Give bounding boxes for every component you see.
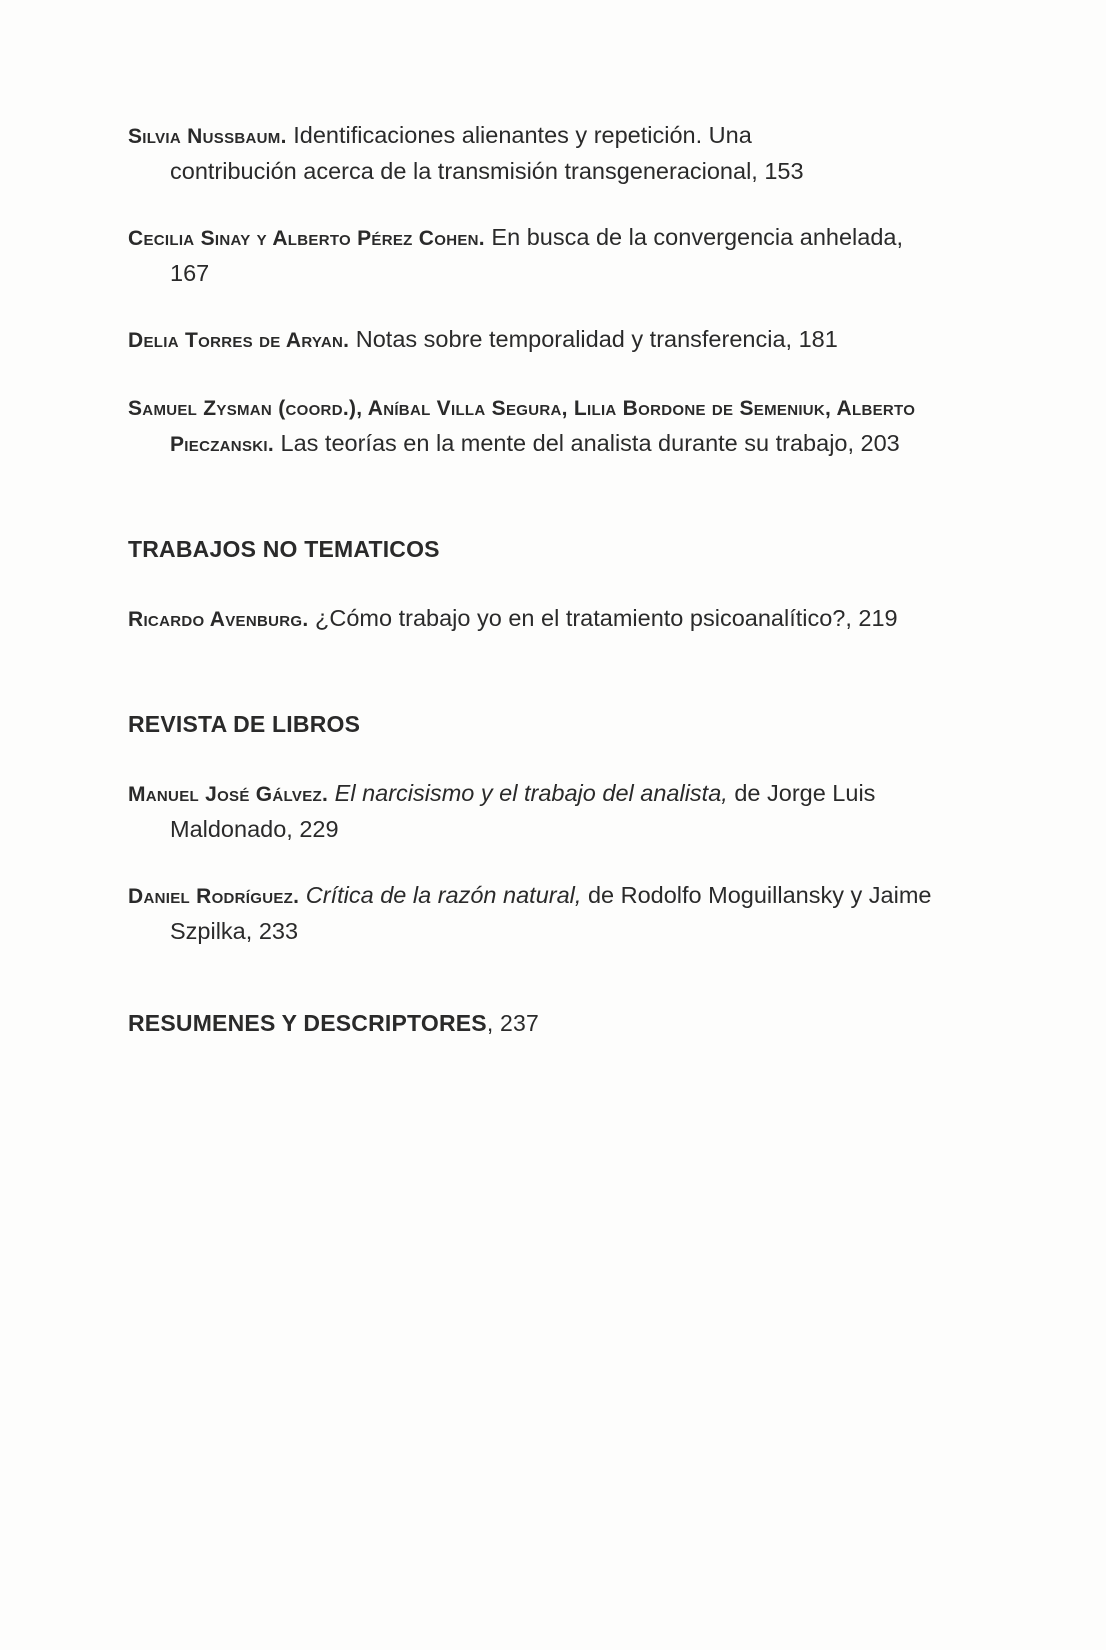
section-title: RESUMENES Y DESCRIPTORES xyxy=(128,1010,487,1036)
entry-title-continuation: Una contribución acerca de la transmisión transgeneracional, 153 xyxy=(170,122,804,184)
section-heading-trabajos-no-tematicos: TRABAJOS NO TEMATICOS xyxy=(128,536,440,562)
entry-title: Notas sobre temporalidad y transferencia, 181 xyxy=(349,326,838,352)
entry-book-title: Crítica de la razón natural, xyxy=(299,882,582,908)
entry-author: Delia Torres de Aryan. xyxy=(128,329,350,352)
spacer xyxy=(128,980,988,1010)
entry-title: En busca de la convergencia anhelada, 167 xyxy=(170,224,903,286)
section-heading-revista-de-libros: REVISTA DE LIBROS xyxy=(128,711,361,737)
entry-author: Manuel José Gálvez. xyxy=(128,783,329,806)
entry-title: Las teorías en la mente del analista durante su trabajo, 203 xyxy=(273,430,900,456)
table-of-contents xyxy=(128,118,988,1075)
toc-entry-sinay-perez-cohen xyxy=(128,220,930,290)
toc-entry-galvez xyxy=(128,776,890,846)
toc-entry-torres-de-aryan xyxy=(128,322,990,358)
spacer xyxy=(128,669,988,711)
toc-entry-rodriguez xyxy=(128,878,970,948)
entry-book-author: de Jorge Luis Maldonado, 229 xyxy=(170,780,876,842)
entry-author: Daniel Rodríguez. xyxy=(128,885,300,908)
entry-book-author: de Rodolfo Moguillansky y Jaime Szpilka, 233 xyxy=(170,882,932,944)
toc-entry-avenburg xyxy=(128,601,990,637)
entry-author: Cecilia Sinay y Alberto Pérez Cohen. xyxy=(128,227,485,250)
entry-author: Silvia Nussbaum. xyxy=(128,125,287,148)
entry-title: ¿Cómo trabajo yo en el tratamiento psicoanalítico?, 219 xyxy=(308,605,898,631)
entry-book-title: El narcisismo y el trabajo del analista, xyxy=(328,780,728,806)
section-page-number: , 237 xyxy=(486,1010,539,1036)
toc-entry-nussbaum xyxy=(128,118,860,188)
section-heading-resumenes-y-descriptores xyxy=(128,1010,988,1037)
entry-author: Ricardo Avenburg. xyxy=(128,608,309,631)
toc-entry-zysman-coord xyxy=(128,390,990,462)
entry-title: Identificaciones alienantes y repetición. xyxy=(286,122,703,148)
entry-author: Samuel Zysman (coord.), Aníbal Villa Segura, Lilia Bordone de Semeniuk, Alberto Pieczanski. xyxy=(128,397,916,456)
spacer xyxy=(128,494,988,536)
